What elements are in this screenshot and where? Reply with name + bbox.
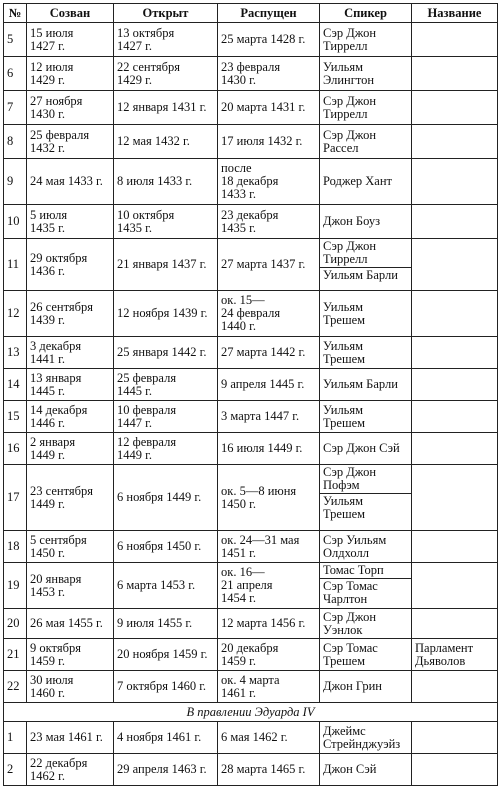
cell-dissolved: ок. 24—31 мая 1451 г. — [218, 531, 320, 563]
col-header-number: № — [4, 4, 27, 23]
cell-number: 22 — [4, 671, 27, 703]
cell-speaker: Уильям Трешем — [320, 337, 412, 369]
cell-parliament-name — [412, 369, 498, 401]
section-row — [4, 703, 498, 722]
table-row — [4, 239, 498, 291]
cell-number: 8 — [4, 125, 27, 159]
cell-dissolved: 12 марта 1456 г. — [218, 609, 320, 639]
cell-opened: 8 июля 1433 г. — [114, 159, 218, 205]
cell-speaker: Роджер Хант — [320, 159, 412, 205]
cell-dissolved: 9 апреля 1445 г. — [218, 369, 320, 401]
cell-opened: 10 октября 1435 г. — [114, 205, 218, 239]
table-row — [4, 722, 498, 754]
cell-opened: 6 ноября 1449 г. — [114, 465, 218, 531]
cell-speaker: Джеймс Стрейнджуэйз — [320, 722, 412, 754]
cell-speaker: Сэр Джон Тиррелл — [320, 91, 412, 125]
cell-parliament-name — [412, 205, 498, 239]
cell-convened: 25 февраля 1432 г. — [27, 125, 114, 159]
cell-convened: 23 мая 1461 г. — [27, 722, 114, 754]
cell-opened: 6 марта 1453 г. — [114, 563, 218, 609]
table-row — [4, 563, 498, 609]
header-row — [4, 4, 498, 23]
speaker-entry: Сэр Джон Тиррелл — [323, 239, 377, 266]
cell-dissolved: ок. 15— 24 февраля 1440 г. — [218, 291, 320, 337]
cell-number: 14 — [4, 369, 27, 401]
table-row — [4, 291, 498, 337]
cell-convened: 29 октября 1436 г. — [27, 239, 114, 291]
cell-dissolved: 25 марта 1428 г. — [218, 23, 320, 57]
cell-number: 15 — [4, 401, 27, 433]
cell-speaker: Джон Грин — [320, 671, 412, 703]
cell-speaker: Уильям Элингтон — [320, 57, 412, 91]
cell-convened: 30 июля 1460 г. — [27, 671, 114, 703]
speaker-entry: Уильям Барли — [320, 267, 411, 283]
cell-number: 9 — [4, 159, 27, 205]
cell-opened: 20 ноября 1459 г. — [114, 639, 218, 671]
cell-speaker: Сэр Джон Сэй — [320, 433, 412, 465]
cell-convened: 20 января 1453 г. — [27, 563, 114, 609]
table-body-henry-vi — [4, 23, 498, 703]
cell-dissolved: после 18 декабря 1433 г. — [218, 159, 320, 205]
cell-number: 2 — [4, 754, 27, 786]
cell-dissolved: 20 декабря 1459 г. — [218, 639, 320, 671]
cell-convened: 14 декабря 1446 г. — [27, 401, 114, 433]
col-header-name: Название — [412, 4, 498, 23]
cell-parliament-name — [412, 754, 498, 786]
cell-dissolved: ок. 4 марта 1461 г. — [218, 671, 320, 703]
cell-parliament-name — [412, 465, 498, 531]
cell-convened: 22 декабря 1462 г. — [27, 754, 114, 786]
cell-parliament-name — [412, 531, 498, 563]
cell-number: 10 — [4, 205, 27, 239]
cell-parliament-name: Парламент Дьяволов — [412, 639, 498, 671]
cell-parliament-name — [412, 609, 498, 639]
cell-number: 5 — [4, 23, 27, 57]
cell-number: 16 — [4, 433, 27, 465]
cell-speaker — [320, 465, 412, 531]
col-header-speaker: Спикер — [320, 4, 412, 23]
col-header-convened: Созван — [27, 4, 114, 23]
cell-number: 12 — [4, 291, 27, 337]
cell-parliament-name — [412, 23, 498, 57]
cell-opened: 12 ноября 1439 г. — [114, 291, 218, 337]
cell-opened: 10 февраля 1447 г. — [114, 401, 218, 433]
cell-parliament-name — [412, 401, 498, 433]
cell-parliament-name — [412, 722, 498, 754]
cell-convened: 23 сентября 1449 г. — [27, 465, 114, 531]
table-row — [4, 531, 498, 563]
cell-number: 6 — [4, 57, 27, 91]
cell-opened: 7 октября 1460 г. — [114, 671, 218, 703]
section-title: В правлении Эдуарда IV — [4, 703, 498, 722]
cell-speaker: Сэр Джон Рассел — [320, 125, 412, 159]
speaker-entry: Уильям Трешем — [320, 493, 411, 522]
cell-convened: 27 ноября 1430 г. — [27, 91, 114, 125]
cell-parliament-name — [412, 433, 498, 465]
cell-dissolved: 6 мая 1462 г. — [218, 722, 320, 754]
cell-number: 18 — [4, 531, 27, 563]
cell-dissolved: 23 февраля 1430 г. — [218, 57, 320, 91]
table-row — [4, 465, 498, 531]
cell-opened: 4 ноября 1461 г. — [114, 722, 218, 754]
cell-parliament-name — [412, 563, 498, 609]
cell-opened: 13 октября 1427 г. — [114, 23, 218, 57]
cell-dissolved: ок. 16— 21 апреля 1454 г. — [218, 563, 320, 609]
cell-opened: 12 января 1431 г. — [114, 91, 218, 125]
cell-dissolved: 28 марта 1465 г. — [218, 754, 320, 786]
cell-number: 19 — [4, 563, 27, 609]
speaker-entry: Томас Торп — [323, 563, 384, 577]
cell-parliament-name — [412, 239, 498, 291]
table-row — [4, 23, 498, 57]
cell-opened: 25 февраля 1445 г. — [114, 369, 218, 401]
cell-convened: 2 января 1449 г. — [27, 433, 114, 465]
cell-convened: 26 мая 1455 г. — [27, 609, 114, 639]
cell-parliament-name — [412, 57, 498, 91]
cell-opened: 21 января 1437 г. — [114, 239, 218, 291]
cell-opened: 9 июля 1455 г. — [114, 609, 218, 639]
cell-speaker: Сэр Томас Трешем — [320, 639, 412, 671]
cell-parliament-name — [412, 337, 498, 369]
cell-speaker: Уильям Барли — [320, 369, 412, 401]
cell-convened: 15 июля 1427 г. — [27, 23, 114, 57]
table-body-edward-iv — [4, 722, 498, 786]
table-row — [4, 337, 498, 369]
table-row — [4, 205, 498, 239]
cell-parliament-name — [412, 159, 498, 205]
section-header — [4, 703, 498, 722]
table-row — [4, 57, 498, 91]
cell-number: 1 — [4, 722, 27, 754]
table-row — [4, 159, 498, 205]
cell-parliament-name — [412, 291, 498, 337]
parliament-table — [3, 3, 498, 786]
cell-opened: 6 ноября 1450 г. — [114, 531, 218, 563]
cell-speaker: Уильям Трешем — [320, 401, 412, 433]
cell-opened: 12 мая 1432 г. — [114, 125, 218, 159]
cell-number: 7 — [4, 91, 27, 125]
col-header-dissolved: Распущен — [218, 4, 320, 23]
cell-opened: 29 апреля 1463 г. — [114, 754, 218, 786]
cell-parliament-name — [412, 671, 498, 703]
cell-dissolved: 3 марта 1447 г. — [218, 401, 320, 433]
cell-dissolved: 16 июля 1449 г. — [218, 433, 320, 465]
cell-dissolved: ок. 5—8 июня 1450 г. — [218, 465, 320, 531]
table-row — [4, 401, 498, 433]
cell-speaker — [320, 239, 412, 291]
table-row — [4, 754, 498, 786]
cell-dissolved: 23 декабря 1435 г. — [218, 205, 320, 239]
cell-opened: 12 февраля 1449 г. — [114, 433, 218, 465]
table-row — [4, 125, 498, 159]
cell-opened: 22 сентября 1429 г. — [114, 57, 218, 91]
cell-speaker: Сэр Уильям Олдхолл — [320, 531, 412, 563]
cell-convened: 3 декабря 1441 г. — [27, 337, 114, 369]
table-row — [4, 671, 498, 703]
cell-number: 17 — [4, 465, 27, 531]
cell-dissolved: 17 июля 1432 г. — [218, 125, 320, 159]
cell-convened: 9 октября 1459 г. — [27, 639, 114, 671]
cell-number: 21 — [4, 639, 27, 671]
cell-convened: 26 сентября 1439 г. — [27, 291, 114, 337]
cell-speaker: Уильям Трешем — [320, 291, 412, 337]
cell-number: 13 — [4, 337, 27, 369]
cell-convened: 5 июля 1435 г. — [27, 205, 114, 239]
speaker-entry: Сэр Джон Пофэм — [323, 465, 377, 492]
cell-number: 20 — [4, 609, 27, 639]
cell-opened: 25 января 1442 г. — [114, 337, 218, 369]
table-row — [4, 91, 498, 125]
cell-speaker — [320, 563, 412, 609]
cell-dissolved: 27 марта 1442 г. — [218, 337, 320, 369]
cell-speaker: Джон Сэй — [320, 754, 412, 786]
cell-convened: 12 июля 1429 г. — [27, 57, 114, 91]
table-row — [4, 639, 498, 671]
speaker-entry: Сэр Томас Чарлтон — [320, 578, 411, 607]
cell-number: 11 — [4, 239, 27, 291]
cell-parliament-name — [412, 125, 498, 159]
cell-speaker: Сэр Джон Тиррелл — [320, 23, 412, 57]
table-row — [4, 433, 498, 465]
table-row — [4, 369, 498, 401]
cell-parliament-name — [412, 91, 498, 125]
cell-convened: 24 мая 1433 г. — [27, 159, 114, 205]
cell-speaker: Сэр Джон Уэнлок — [320, 609, 412, 639]
cell-convened: 5 сентября 1450 г. — [27, 531, 114, 563]
cell-speaker: Джон Боуз — [320, 205, 412, 239]
cell-dissolved: 20 марта 1431 г. — [218, 91, 320, 125]
table-row — [4, 609, 498, 639]
cell-dissolved: 27 марта 1437 г. — [218, 239, 320, 291]
col-header-opened: Открыт — [114, 4, 218, 23]
cell-convened: 13 января 1445 г. — [27, 369, 114, 401]
